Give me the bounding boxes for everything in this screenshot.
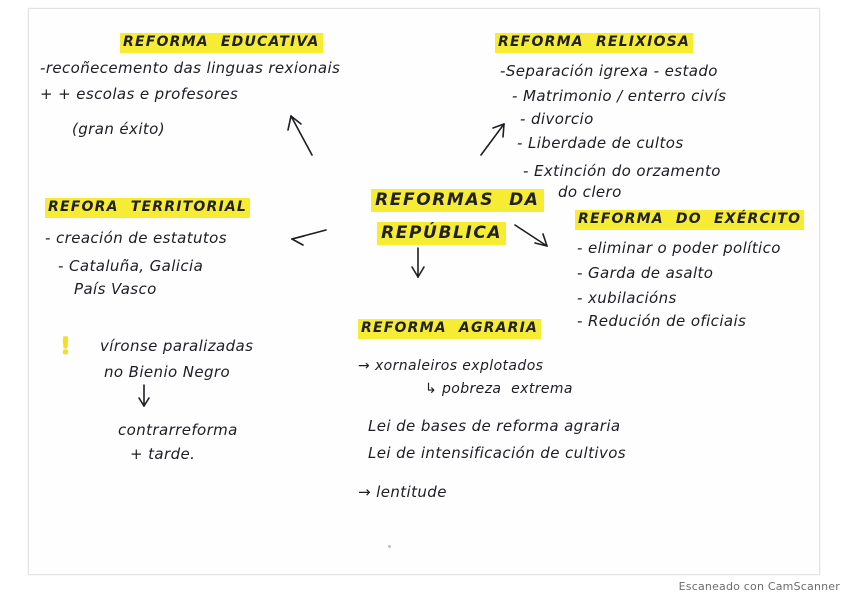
educativa-line-1: -recoñecemento das linguas rexionais	[40, 59, 341, 77]
territorial-note-arrow-line-2: + tarde.	[130, 445, 196, 463]
camscanner-watermark: Escaneado con CamScanner	[678, 580, 840, 593]
page-title-line-1-text: REFORMAS DA	[371, 189, 543, 212]
exercito-line-3: - xubilacións	[577, 289, 677, 307]
heading-reforma-relixiosa: REFORMA RELIXIOSA	[495, 33, 693, 53]
educativa-line-3: (gran éxito)	[72, 120, 165, 138]
territorial-note-line-1: víronse paralizadas	[100, 337, 254, 355]
exercito-line-1: - eliminar o poder político	[577, 239, 781, 257]
heading-reforma-agraria: REFORMA AGRARIA	[358, 319, 541, 339]
territorial-line-1: - creación de estatutos	[45, 229, 227, 247]
relixiosa-line-5: - Extinción do orzamento	[523, 162, 721, 180]
agraria-line-2: ↳ pobreza extrema	[425, 381, 573, 397]
territorial-line-2: - Cataluña, Galicia	[58, 257, 204, 275]
relixiosa-line-2: - Matrimonio / enterro civís	[512, 87, 727, 105]
territorial-line-3: País Vasco	[74, 280, 157, 298]
page-speck	[388, 545, 391, 548]
territorial-note-line-2: no Bienio Negro	[104, 363, 231, 381]
territorial-note-arrow-line-1: contrarreforma	[118, 421, 238, 439]
agraria-line-4: Lei de intensificación de cultivos	[368, 444, 627, 462]
agraria-line-1: → xornaleiros explotados	[358, 358, 544, 374]
exercito-line-2: - Garda de asalto	[577, 264, 714, 282]
relixiosa-line-1: -Separación igrexa - estado	[500, 62, 718, 80]
heading-reforma-exercito: REFORMA DO EXÉRCITO	[575, 210, 804, 230]
heading-reforma-educativa: REFORMA EDUCATIVA	[120, 33, 323, 53]
page-title-line-2-text: REPÚBLICA	[377, 222, 506, 245]
agraria-line-5: → lentitude	[358, 483, 447, 501]
agraria-line-3: Lei de bases de reforma agraria	[368, 417, 621, 435]
heading-reforma-territorial: REFORA TERRITORIAL	[45, 198, 250, 218]
relixiosa-line-6: do clero	[558, 183, 622, 201]
relixiosa-line-4: - Liberdade de cultos	[517, 134, 684, 152]
relixiosa-line-3: - divorcio	[520, 110, 594, 128]
educativa-line-2: + + escolas e profesores	[40, 85, 239, 103]
warning-icon: !	[60, 332, 71, 360]
exercito-line-4: - Redución de oficiais	[577, 312, 747, 330]
